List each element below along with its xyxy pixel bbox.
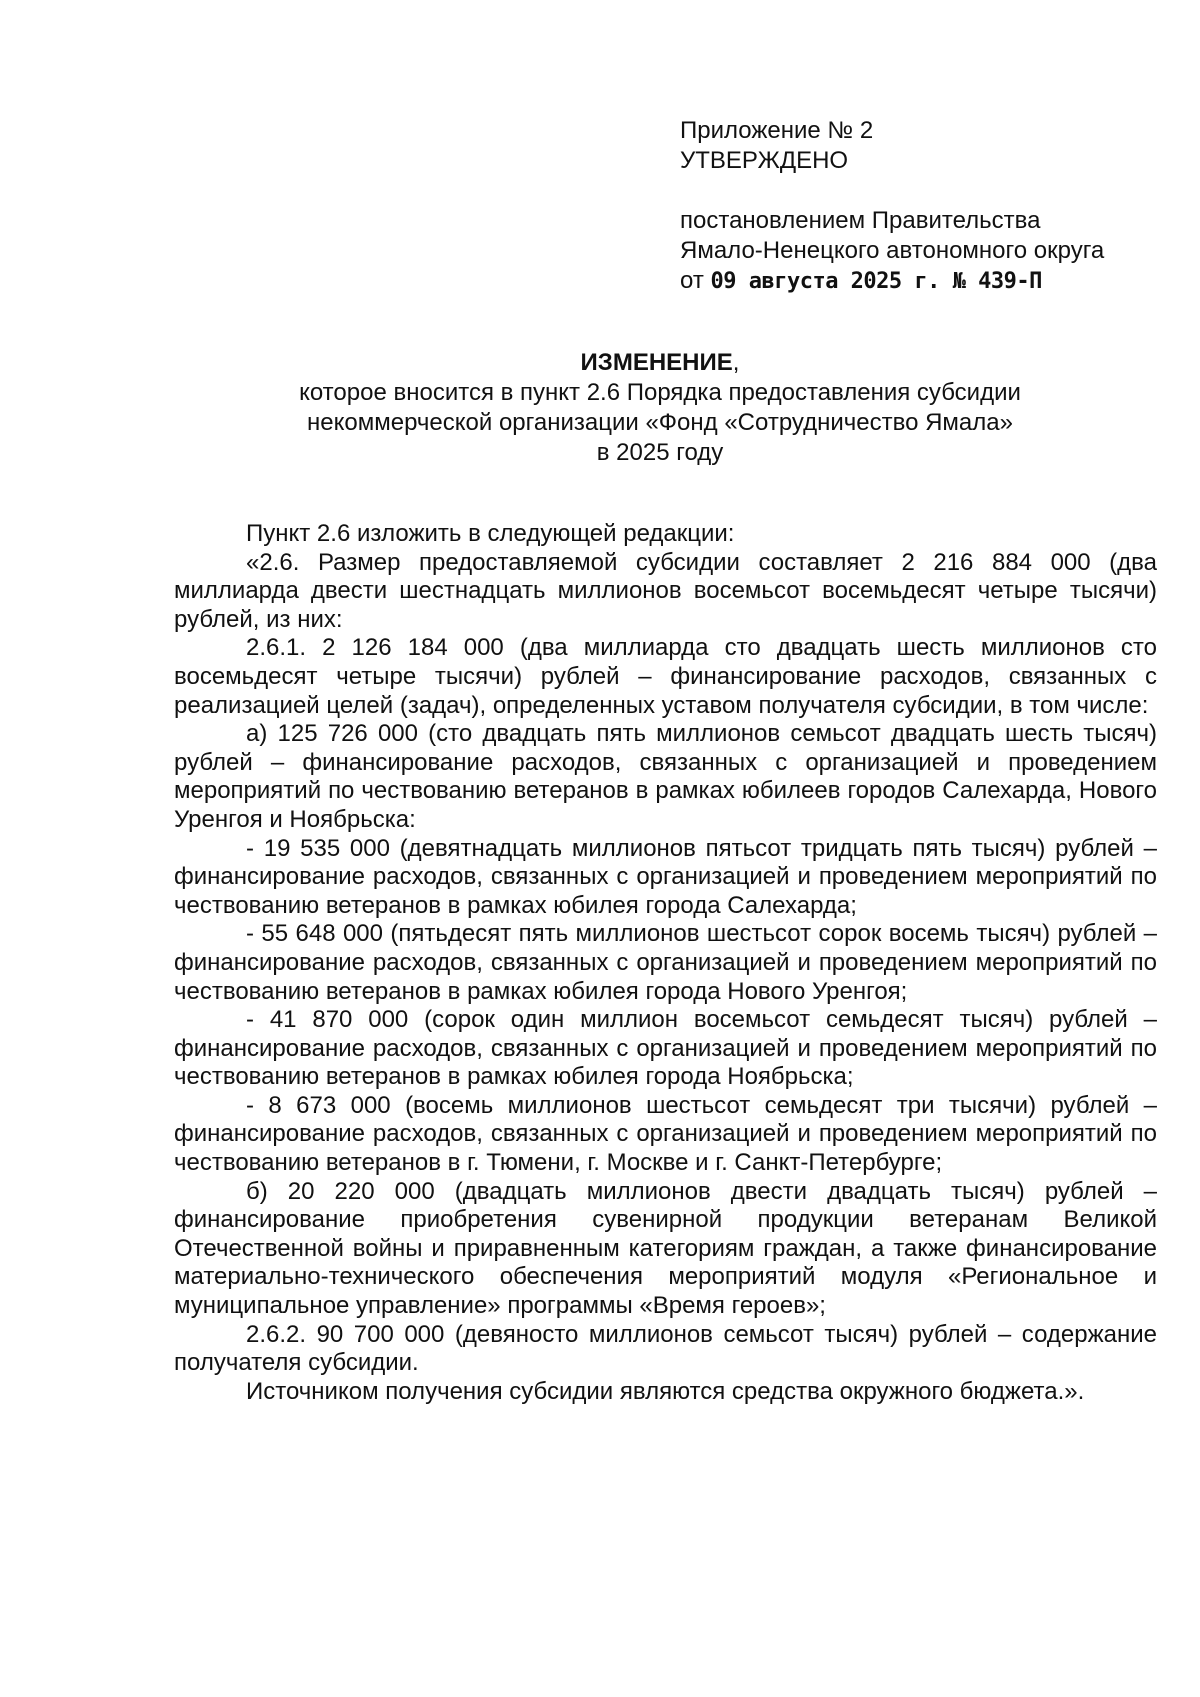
approved-label: УТВЕРЖДЕНО: [680, 147, 849, 174]
paragraph-2-6-2: 2.6.2. 90 700 000 (девяносто миллионов семьсот тысяч) рублей – содержание получателя субсидии.: [174, 1320, 1157, 1377]
paragraph-novy-urengoy: - 55 648 000 (пятьдесят пять миллионов шестьсот сорок восемь тысяч) рублей – финансирование расходов, связанных с организацией и проведением мероприятий по чествованию ветеранов в рамках юбилея города Нового Уренгоя;: [174, 920, 1157, 1005]
paragraph-funding-source: Источником получения субсидии являются средства окружного бюджета.».: [246, 1377, 1085, 1405]
paragraph-noyabrsk: - 41 870 000 (сорок один миллион восемьсот семьдесят тысяч) рублей – финансирование расходов, связанных с организацией и проведением мероприятий по чествованию ветеранов в рамках юбилея города Ноябрьска;: [174, 1006, 1157, 1091]
paragraph-2-6-1: 2.6.1. 2 126 184 000 (два миллиарда сто двадцать шесть миллионов сто восемьдесят четыре тысячи) рублей – финансирование расходов, связанных с реализацией целей (задач), определенных уставом получателя субсидии, в том числе:: [174, 634, 1157, 719]
approval-block: [680, 116, 1180, 297]
document-title: [160, 348, 1160, 468]
date-prefix: от: [680, 267, 704, 294]
title-main-line: [160, 348, 1160, 378]
title-line-1: которое вносится в пункт 2.6 Порядка предоставления субсидии: [299, 379, 1021, 406]
paragraph-2-6: «2.6. Размер предоставляемой субсидии составляет 2 216 884 000 (два миллиарда двести шестнадцать миллионов восемьсот восемьдесят четыре тысячи) рублей, из них:: [174, 548, 1157, 633]
paragraph-item-a: а) 125 726 000 (сто двадцать пять миллионов семьсот двадцать шесть тысяч) рублей – финансирование расходов, связанных с организацией и проведением мероприятий по чествованию ветеранов в рамках юбилеев городов Салехарда, Нового Уренгоя и Ноябрьска:: [174, 720, 1157, 833]
appendix-label: Приложение № 2: [680, 117, 874, 144]
paragraph-tyumen-moscow-spb: - 8 673 000 (восемь миллионов шестьсот семьдесят три тысячи) рублей – финансирование расходов, связанных с организацией и проведением мероприятий по чествованию ветеранов в г. Тюмени, г. Москве и г. Санкт-Петербурге;: [174, 1091, 1157, 1177]
title-line-2: некоммерческой организации «Фонд «Сотрудничество Ямала»: [307, 409, 1013, 436]
title-main: ИЗМЕНЕНИЕ: [580, 349, 733, 376]
paragraph-salekhard: - 19 535 000 (девятнадцать миллионов пятьсот тридцать пять тысяч) рублей – финансирование расходов, связанных с организацией и проведением мероприятий по чествованию ветеранов в рамках юбилея города Салехарда;: [174, 834, 1157, 919]
title-main-suffix: ,: [732, 349, 740, 376]
issuer-line-2: Ямало-Ненецкого автономного округа: [680, 237, 1105, 264]
paragraph-intro: Пункт 2.6 изложить в следующей редакции:: [246, 520, 735, 547]
document-body: [174, 520, 1157, 1406]
paragraph-item-b: б) 20 220 000 (двадцать миллионов двести двадцать тысяч) рублей – финансирование приобретения сувенирной продукции ветеранам Великой Отечественной войны и приравненным категориям граждан, а также финансирование материально-технического обеспечения мероприятий модуля «Региональное и муниципальное управление» программы «Время героев»;: [174, 1177, 1157, 1320]
decree-date-line: [680, 266, 1180, 297]
issuer-line-1: постановлением Правительства: [680, 207, 1041, 234]
spacer: [680, 176, 1180, 206]
title-line-3: в 2025 году: [596, 439, 724, 466]
decree-date-value: 09 августа 2025 г. № 439-П: [710, 269, 1042, 294]
